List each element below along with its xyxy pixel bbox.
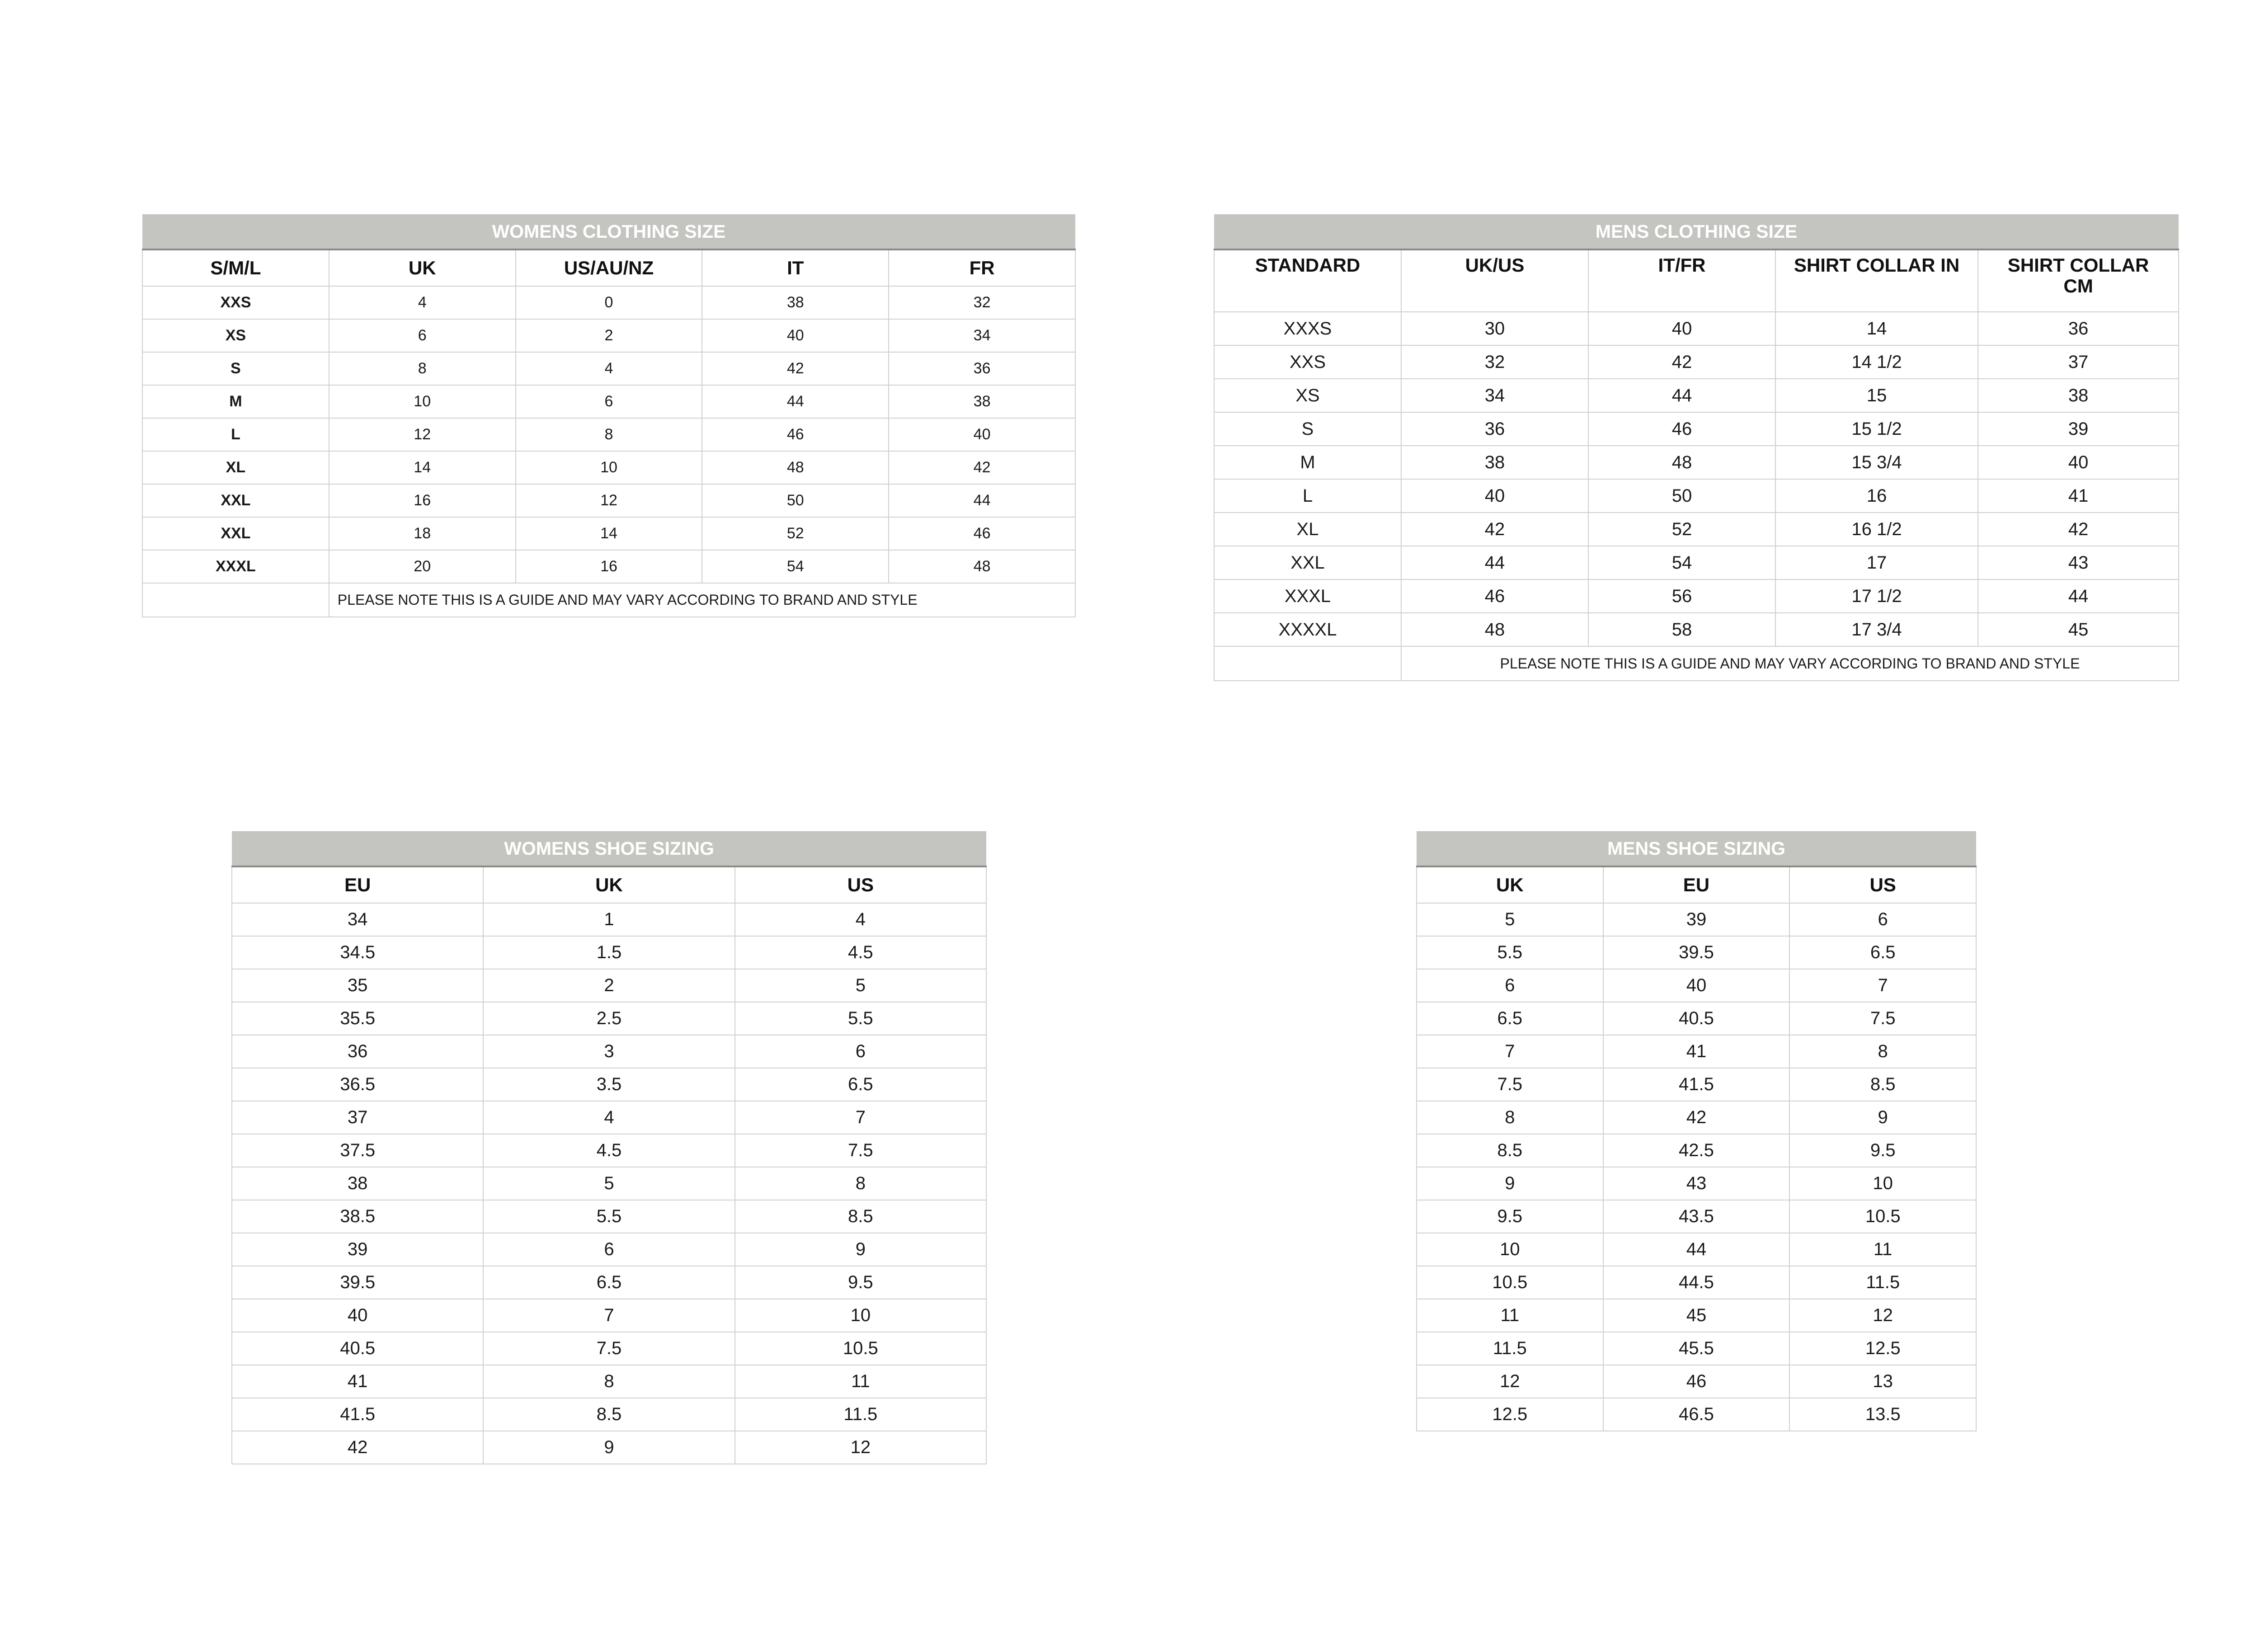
table-cell: 42 bbox=[1603, 1101, 1790, 1134]
table-cell: 41 bbox=[1603, 1035, 1790, 1068]
table-cell: 17 bbox=[1775, 546, 1978, 579]
table-cell: 46 bbox=[889, 517, 1075, 550]
table-cell: L bbox=[142, 418, 329, 451]
table-cell: 12 bbox=[516, 484, 702, 517]
table-cell: 15 1/2 bbox=[1775, 412, 1978, 446]
table-row bbox=[1214, 479, 2179, 513]
table-cell: 45.5 bbox=[1603, 1332, 1790, 1365]
table-cell: XL bbox=[1214, 513, 1401, 546]
table-cell: 46 bbox=[702, 418, 889, 451]
table-cell: XL bbox=[142, 451, 329, 484]
table-row bbox=[142, 418, 1075, 451]
column-header: IT/FR bbox=[1588, 249, 1775, 312]
table-cell: 44 bbox=[1401, 546, 1588, 579]
table-cell: 36 bbox=[1401, 412, 1588, 446]
table-row bbox=[232, 1233, 986, 1266]
table-cell: 10 bbox=[1789, 1167, 1976, 1200]
table-cell: 13.5 bbox=[1789, 1398, 1976, 1431]
table-row bbox=[1214, 312, 2179, 345]
table-cell: 30 bbox=[1401, 312, 1588, 345]
table-row bbox=[1417, 969, 1976, 1002]
table-cell: 48 bbox=[1588, 446, 1775, 479]
table-cell: 12.5 bbox=[1789, 1332, 1976, 1365]
table-row bbox=[1214, 513, 2179, 546]
table-cell: 8 bbox=[329, 352, 516, 385]
column-header: EU bbox=[232, 866, 483, 903]
table-cell: 10.5 bbox=[1417, 1266, 1603, 1299]
womens-clothing-size-table bbox=[142, 214, 1076, 617]
table-cell: 15 bbox=[1775, 379, 1978, 412]
table-header-row bbox=[232, 866, 986, 903]
table-cell: 58 bbox=[1588, 613, 1775, 646]
table-cell: 42 bbox=[1588, 345, 1775, 379]
table-cell: 38 bbox=[702, 286, 889, 319]
table-cell: 35.5 bbox=[232, 1002, 483, 1035]
column-header: FR bbox=[889, 249, 1075, 286]
column-header: SHIRT COLLAR IN bbox=[1775, 249, 1978, 312]
table-cell: 52 bbox=[702, 517, 889, 550]
table-cell: 39.5 bbox=[232, 1266, 483, 1299]
table-cell: 2.5 bbox=[483, 1002, 734, 1035]
table-cell: 48 bbox=[889, 550, 1075, 583]
table-cell: 42 bbox=[232, 1431, 483, 1464]
table-row bbox=[142, 352, 1075, 385]
table-row bbox=[232, 1200, 986, 1233]
table-cell: 7 bbox=[483, 1299, 734, 1332]
table-cell: 9 bbox=[1417, 1167, 1603, 1200]
table-cell: 44 bbox=[889, 484, 1075, 517]
table-cell: 32 bbox=[1401, 345, 1588, 379]
table-cell: 40 bbox=[1588, 312, 1775, 345]
column-header: SHIRT COLLAR CM bbox=[1978, 249, 2179, 312]
column-header: US/AU/NZ bbox=[516, 249, 702, 286]
table-cell: 14 bbox=[329, 451, 516, 484]
column-header: UK bbox=[329, 249, 516, 286]
table-cell: M bbox=[142, 385, 329, 418]
table-cell: S bbox=[1214, 412, 1401, 446]
table-cell: 56 bbox=[1588, 579, 1775, 613]
table-cell: 12.5 bbox=[1417, 1398, 1603, 1431]
womens-shoe-sizing-table bbox=[231, 831, 987, 1464]
table-cell: XXXL bbox=[1214, 579, 1401, 613]
table-row bbox=[142, 451, 1075, 484]
table-cell: 1 bbox=[483, 903, 734, 936]
table-cell: 42.5 bbox=[1603, 1134, 1790, 1167]
table-cell: 46.5 bbox=[1603, 1398, 1790, 1431]
womens-clothing-title: WOMENS CLOTHING SIZE bbox=[142, 214, 1075, 249]
table-cell: 36 bbox=[889, 352, 1075, 385]
table-cell: 4.5 bbox=[483, 1134, 734, 1167]
table-row bbox=[232, 1134, 986, 1167]
table-row bbox=[232, 1431, 986, 1464]
table-cell: 6.5 bbox=[1789, 936, 1976, 969]
table-row bbox=[1214, 446, 2179, 479]
table-cell: 43 bbox=[1978, 546, 2179, 579]
table-cell: XXL bbox=[142, 517, 329, 550]
table-cell: 16 bbox=[1775, 479, 1978, 513]
mens-clothing-size-table bbox=[1214, 214, 2179, 681]
table-cell: 50 bbox=[702, 484, 889, 517]
table-cell: 12 bbox=[735, 1431, 986, 1464]
table-note-row bbox=[1214, 646, 2179, 681]
table-row bbox=[232, 936, 986, 969]
table-row bbox=[1417, 1068, 1976, 1101]
table-cell: 5 bbox=[483, 1167, 734, 1200]
table-cell: 37 bbox=[1978, 345, 2179, 379]
table-cell: 41.5 bbox=[232, 1398, 483, 1431]
table-cell: 4 bbox=[735, 903, 986, 936]
table-cell: 34.5 bbox=[232, 936, 483, 969]
table-row bbox=[1214, 613, 2179, 646]
table-cell: XXL bbox=[1214, 546, 1401, 579]
table-row bbox=[232, 1035, 986, 1068]
table-cell: XXXL bbox=[142, 550, 329, 583]
table-cell: 39 bbox=[1603, 903, 1790, 936]
table-cell: 7.5 bbox=[483, 1332, 734, 1365]
table-cell: 11.5 bbox=[735, 1398, 986, 1431]
table-cell: 17 1/2 bbox=[1775, 579, 1978, 613]
table-row bbox=[232, 1398, 986, 1431]
table-cell: 8.5 bbox=[1789, 1068, 1976, 1101]
column-header: EU bbox=[1603, 866, 1790, 903]
table-cell: 5 bbox=[735, 969, 986, 1002]
table-row bbox=[1214, 546, 2179, 579]
table-cell: 54 bbox=[702, 550, 889, 583]
table-cell: 46 bbox=[1603, 1365, 1790, 1398]
table-cell: 7.5 bbox=[1417, 1068, 1603, 1101]
table-cell: 35 bbox=[232, 969, 483, 1002]
mens-clothing-title: MENS CLOTHING SIZE bbox=[1214, 214, 2179, 249]
table-title-row bbox=[142, 214, 1075, 249]
table-cell: 10.5 bbox=[1789, 1200, 1976, 1233]
table-cell: 6 bbox=[329, 319, 516, 352]
table-row bbox=[1417, 1167, 1976, 1200]
table-title-row bbox=[1214, 214, 2179, 249]
table-cell: 36 bbox=[1978, 312, 2179, 345]
mens-clothing-note: PLEASE NOTE THIS IS A GUIDE AND MAY VARY ACCORDING TO BRAND AND STYLE bbox=[1401, 646, 2179, 681]
table-cell: 14 1/2 bbox=[1775, 345, 1978, 379]
table-cell: 38 bbox=[232, 1167, 483, 1200]
table-cell: 43 bbox=[1603, 1167, 1790, 1200]
table-row bbox=[1417, 1398, 1976, 1431]
table-header-row bbox=[142, 249, 1075, 286]
table-cell: 44 bbox=[1603, 1233, 1790, 1266]
table-cell: 32 bbox=[889, 286, 1075, 319]
table-row bbox=[1417, 1101, 1976, 1134]
table-cell: 9 bbox=[735, 1233, 986, 1266]
table-cell: 36 bbox=[232, 1035, 483, 1068]
table-title-row bbox=[232, 831, 986, 866]
table-cell: 8.5 bbox=[483, 1398, 734, 1431]
column-header: STANDARD bbox=[1214, 249, 1401, 312]
table-row bbox=[232, 1332, 986, 1365]
table-cell: 37.5 bbox=[232, 1134, 483, 1167]
table-cell: 11 bbox=[1789, 1233, 1976, 1266]
table-cell: 4.5 bbox=[735, 936, 986, 969]
table-cell: 36.5 bbox=[232, 1068, 483, 1101]
table-cell: 45 bbox=[1603, 1299, 1790, 1332]
table-cell: 42 bbox=[1978, 513, 2179, 546]
table-cell: 40 bbox=[1401, 479, 1588, 513]
table-cell: 39.5 bbox=[1603, 936, 1790, 969]
table-cell: 44 bbox=[702, 385, 889, 418]
table-row bbox=[232, 969, 986, 1002]
table-cell: 8 bbox=[735, 1167, 986, 1200]
column-header: UK/US bbox=[1401, 249, 1588, 312]
column-header: S/M/L bbox=[142, 249, 329, 286]
mens-shoe-sizing-table bbox=[1416, 831, 1977, 1431]
table-cell: 9 bbox=[483, 1431, 734, 1464]
womens-shoes-title: WOMENS SHOE SIZING bbox=[232, 831, 986, 866]
table-cell: 6.5 bbox=[735, 1068, 986, 1101]
table-row bbox=[1417, 903, 1976, 936]
table-cell: 42 bbox=[702, 352, 889, 385]
womens-clothing-body bbox=[142, 214, 1075, 617]
table-cell: 39 bbox=[232, 1233, 483, 1266]
table-cell: 1.5 bbox=[483, 936, 734, 969]
table-cell: 10 bbox=[516, 451, 702, 484]
table-row bbox=[1214, 379, 2179, 412]
table-cell: 10 bbox=[1417, 1233, 1603, 1266]
table-row bbox=[142, 385, 1075, 418]
table-row bbox=[142, 286, 1075, 319]
table-row bbox=[1417, 1002, 1976, 1035]
table-cell: 14 bbox=[1775, 312, 1978, 345]
table-cell: 7 bbox=[1789, 969, 1976, 1002]
table-row bbox=[1417, 1299, 1976, 1332]
table-cell: XXS bbox=[1214, 345, 1401, 379]
table-cell: 40.5 bbox=[232, 1332, 483, 1365]
table-row bbox=[232, 903, 986, 936]
womens-clothing-note: PLEASE NOTE THIS IS A GUIDE AND MAY VARY ACCORDING TO BRAND AND STYLE bbox=[329, 583, 1075, 617]
table-cell: 7.5 bbox=[735, 1134, 986, 1167]
table-row bbox=[232, 1167, 986, 1200]
table-cell: 3.5 bbox=[483, 1068, 734, 1101]
table-cell: 41 bbox=[232, 1365, 483, 1398]
table-cell: 6 bbox=[1789, 903, 1976, 936]
table-cell: 9.5 bbox=[1789, 1134, 1976, 1167]
table-cell: 44 bbox=[1978, 579, 2179, 613]
table-cell: 5.5 bbox=[735, 1002, 986, 1035]
table-cell: 2 bbox=[483, 969, 734, 1002]
table-cell: XXL bbox=[142, 484, 329, 517]
table-row bbox=[142, 550, 1075, 583]
table-cell: 44.5 bbox=[1603, 1266, 1790, 1299]
mens-shoes-body bbox=[1417, 831, 1976, 1431]
table-cell: 17 3/4 bbox=[1775, 613, 1978, 646]
table-row bbox=[1214, 579, 2179, 613]
table-cell: 10 bbox=[329, 385, 516, 418]
table-cell: 44 bbox=[1588, 379, 1775, 412]
table-cell: 38 bbox=[1401, 446, 1588, 479]
table-title-row bbox=[1417, 831, 1976, 866]
table-cell: 40 bbox=[1978, 446, 2179, 479]
table-cell: 7.5 bbox=[1789, 1002, 1976, 1035]
table-row bbox=[1417, 1266, 1976, 1299]
table-cell: 42 bbox=[889, 451, 1075, 484]
table-cell: 12 bbox=[1789, 1299, 1976, 1332]
table-cell: 13 bbox=[1789, 1365, 1976, 1398]
column-header: US bbox=[1789, 866, 1976, 903]
table-cell: 6 bbox=[516, 385, 702, 418]
table-cell: 9.5 bbox=[1417, 1200, 1603, 1233]
table-cell: 8 bbox=[1417, 1101, 1603, 1134]
table-cell: 46 bbox=[1401, 579, 1588, 613]
table-cell: 0 bbox=[516, 286, 702, 319]
table-row bbox=[1214, 412, 2179, 446]
table-cell: 54 bbox=[1588, 546, 1775, 579]
table-cell: 52 bbox=[1588, 513, 1775, 546]
table-cell: 16 1/2 bbox=[1775, 513, 1978, 546]
table-cell: 38.5 bbox=[232, 1200, 483, 1233]
table-cell: XXS bbox=[142, 286, 329, 319]
column-header: UK bbox=[483, 866, 734, 903]
table-cell: 45 bbox=[1978, 613, 2179, 646]
table-cell: 9.5 bbox=[735, 1266, 986, 1299]
table-cell: 6 bbox=[1417, 969, 1603, 1002]
table-row bbox=[142, 319, 1075, 352]
table-cell-empty bbox=[1214, 646, 1401, 681]
table-header-row bbox=[1214, 249, 2179, 312]
table-row bbox=[232, 1101, 986, 1134]
table-cell: 48 bbox=[1401, 613, 1588, 646]
table-cell: 12 bbox=[1417, 1365, 1603, 1398]
table-cell: 11.5 bbox=[1789, 1266, 1976, 1299]
table-row bbox=[232, 1299, 986, 1332]
table-row bbox=[1214, 345, 2179, 379]
table-header-row bbox=[1417, 866, 1976, 903]
table-cell: 2 bbox=[516, 319, 702, 352]
table-cell: 42 bbox=[1401, 513, 1588, 546]
table-cell: 8 bbox=[516, 418, 702, 451]
table-cell: 34 bbox=[1401, 379, 1588, 412]
table-cell: 8 bbox=[483, 1365, 734, 1398]
table-cell: 7 bbox=[735, 1101, 986, 1134]
table-cell: 40 bbox=[702, 319, 889, 352]
table-cell: 43.5 bbox=[1603, 1200, 1790, 1233]
table-row bbox=[1417, 1035, 1976, 1068]
table-row bbox=[232, 1266, 986, 1299]
column-header: US bbox=[735, 866, 986, 903]
table-cell: 37 bbox=[232, 1101, 483, 1134]
table-cell: 14 bbox=[516, 517, 702, 550]
table-cell: 5.5 bbox=[1417, 936, 1603, 969]
table-cell: 40.5 bbox=[1603, 1002, 1790, 1035]
table-cell: 11.5 bbox=[1417, 1332, 1603, 1365]
table-cell: 11 bbox=[1417, 1299, 1603, 1332]
table-row bbox=[232, 1068, 986, 1101]
table-cell: 15 3/4 bbox=[1775, 446, 1978, 479]
table-note-row bbox=[142, 583, 1075, 617]
table-cell: 34 bbox=[889, 319, 1075, 352]
table-cell: M bbox=[1214, 446, 1401, 479]
table-cell: XXXS bbox=[1214, 312, 1401, 345]
table-cell: 40 bbox=[232, 1299, 483, 1332]
table-cell: 3 bbox=[483, 1035, 734, 1068]
mens-shoes-title: MENS SHOE SIZING bbox=[1417, 831, 1976, 866]
table-cell-empty bbox=[142, 583, 329, 617]
table-cell: 6.5 bbox=[1417, 1002, 1603, 1035]
column-header: IT bbox=[702, 249, 889, 286]
table-cell: 8.5 bbox=[735, 1200, 986, 1233]
table-cell: XXXXL bbox=[1214, 613, 1401, 646]
table-cell: 40 bbox=[1603, 969, 1790, 1002]
table-cell: XS bbox=[1214, 379, 1401, 412]
column-header: UK bbox=[1417, 866, 1603, 903]
table-cell: 4 bbox=[483, 1101, 734, 1134]
table-cell: XS bbox=[142, 319, 329, 352]
table-cell: 12 bbox=[329, 418, 516, 451]
table-row bbox=[142, 484, 1075, 517]
table-cell: S bbox=[142, 352, 329, 385]
table-cell: 48 bbox=[702, 451, 889, 484]
mens-clothing-body bbox=[1214, 214, 2179, 681]
table-cell: 20 bbox=[329, 550, 516, 583]
table-cell: 46 bbox=[1588, 412, 1775, 446]
table-cell: 40 bbox=[889, 418, 1075, 451]
table-cell: 6 bbox=[735, 1035, 986, 1068]
table-row bbox=[1417, 1332, 1976, 1365]
table-cell: 34 bbox=[232, 903, 483, 936]
table-row bbox=[1417, 1365, 1976, 1398]
table-cell: 4 bbox=[329, 286, 516, 319]
table-row bbox=[1417, 1134, 1976, 1167]
table-cell: 11 bbox=[735, 1365, 986, 1398]
table-cell: 7 bbox=[1417, 1035, 1603, 1068]
table-row bbox=[232, 1002, 986, 1035]
table-cell: 38 bbox=[1978, 379, 2179, 412]
table-cell: 16 bbox=[516, 550, 702, 583]
table-row bbox=[232, 1365, 986, 1398]
table-cell: 10.5 bbox=[735, 1332, 986, 1365]
table-row bbox=[1417, 1200, 1976, 1233]
table-cell: 8.5 bbox=[1417, 1134, 1603, 1167]
table-row bbox=[1417, 1233, 1976, 1266]
table-cell: 41 bbox=[1978, 479, 2179, 513]
table-cell: 6 bbox=[483, 1233, 734, 1266]
table-cell: L bbox=[1214, 479, 1401, 513]
womens-shoes-body bbox=[232, 831, 986, 1464]
table-cell: 8 bbox=[1789, 1035, 1976, 1068]
table-cell: 50 bbox=[1588, 479, 1775, 513]
table-cell: 5 bbox=[1417, 903, 1603, 936]
table-cell: 41.5 bbox=[1603, 1068, 1790, 1101]
table-cell: 38 bbox=[889, 385, 1075, 418]
table-row bbox=[142, 517, 1075, 550]
table-cell: 4 bbox=[516, 352, 702, 385]
table-cell: 18 bbox=[329, 517, 516, 550]
table-cell: 6.5 bbox=[483, 1266, 734, 1299]
table-cell: 39 bbox=[1978, 412, 2179, 446]
table-cell: 10 bbox=[735, 1299, 986, 1332]
table-cell: 9 bbox=[1789, 1101, 1976, 1134]
table-cell: 5.5 bbox=[483, 1200, 734, 1233]
table-cell: 16 bbox=[329, 484, 516, 517]
table-row bbox=[1417, 936, 1976, 969]
